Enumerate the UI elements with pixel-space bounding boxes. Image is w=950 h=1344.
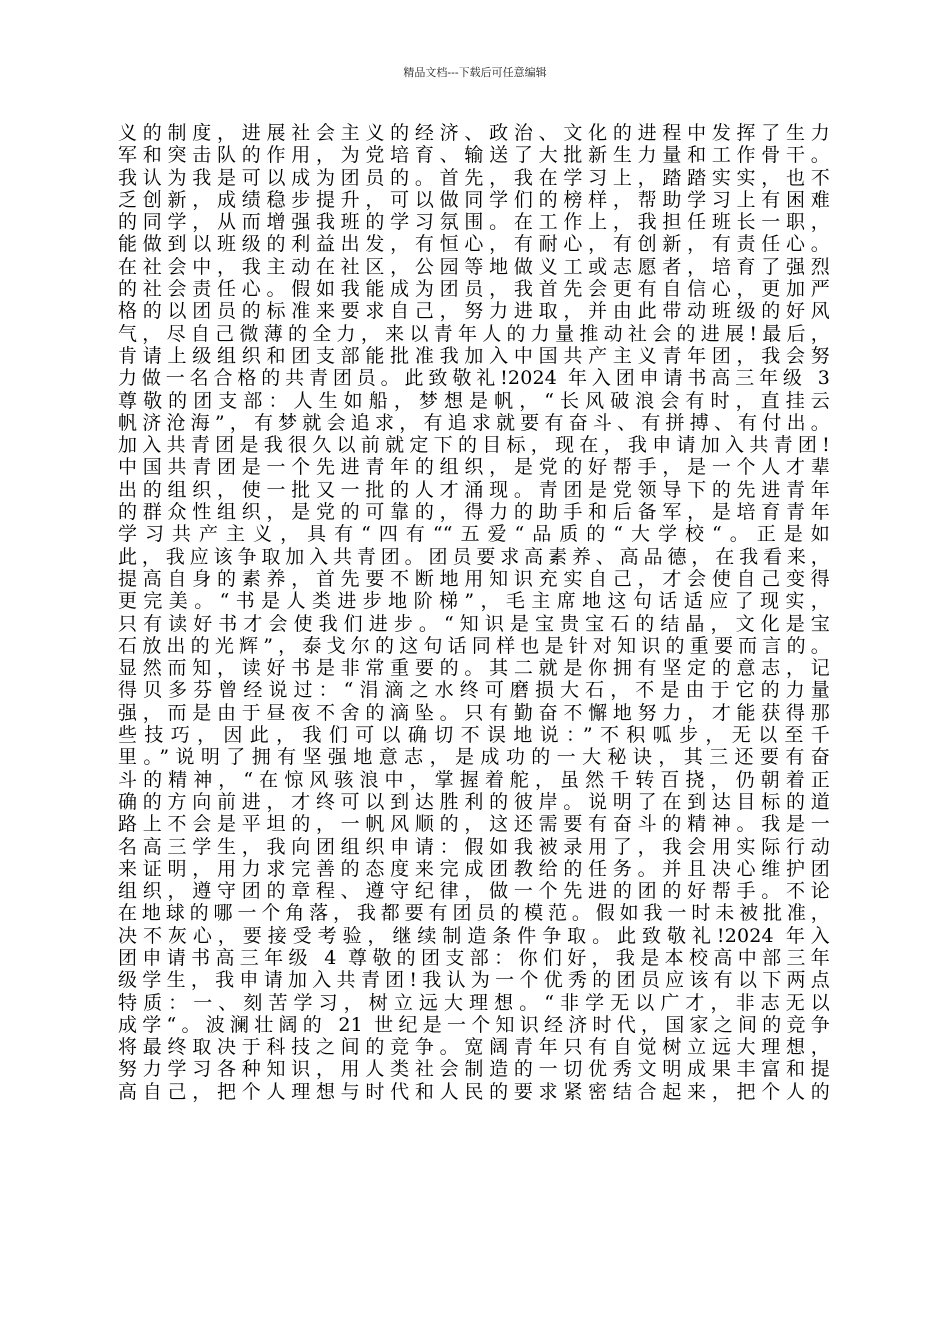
body-text-line: 名高三学生，我向团组织申请：假如我被录用了，我会用实际行动: [118, 835, 830, 858]
body-text-line: 来证明，用力求完善的态度来完成团教给的任务。并且决心维护团: [118, 857, 830, 880]
body-text-line: 只有读好书才会使我们进步。“知识是宝贵宝石的结晶，文化是宝: [118, 612, 830, 635]
body-text-line: 路上不会是平坦的，一帆风顺的，这还需要有奋斗的精神。我是一: [118, 813, 830, 836]
body-text-line: 强，而是由于昼夜不舍的滴坠。只有勤奋不懈地努力，才能获得那: [118, 701, 830, 724]
body-text-line: 肯请上级组织和团支部能批准我加入中国共产主义青年团，我会努: [118, 344, 830, 367]
body-text-line: 级学生，我申请加入共青团!我认为一个优秀的团员应该有以下两点: [118, 969, 830, 992]
body-text-line: 确的方向前进，才终可以到达胜利的彼岸。说明了在到达目标的道: [118, 790, 830, 813]
body-text-line: 学习共产主义，具有“四有““五爱“品质的“大学校“。正是如: [118, 523, 830, 546]
body-text-line: 显然而知，读好书是非常重要的。其二就是你拥有坚定的意志，记: [118, 657, 830, 680]
body-text-line: 中国共青团是一个先进青年的组织，是党的好帮手，是一个人才辈: [118, 456, 830, 479]
body-text-line: 尊敬的团支部：人生如船，梦想是帆，“长风破浪会有时，直挂云: [118, 389, 830, 412]
body-text-line: 将最终取决于科技之间的竞争。宽阔青年只有自觉树立远大理想，: [118, 1036, 830, 1059]
page-header: 精品文档---下载后可任意编辑: [403, 66, 547, 79]
body-text-line: 力做一名合格的共青团员。此致敬礼!2024 年入团申请书高三年级 3: [118, 367, 830, 390]
body-text-line: 斗的精神，“在惊风骇浪中，掌握着舵，虽然千转百挠，仍朝着正: [118, 768, 830, 791]
body-text-line: 特质：一、刻苦学习，树立远大理想。“非学无以广才，非志无以: [118, 991, 830, 1014]
body-text-line: 团申请书高三年级 4 尊敬的团支部：你们好，我是本校高中部三年: [118, 946, 830, 969]
body-text-line: 更完美。“书是人类进步地阶梯”，毛主席地这句话适应了现实，: [118, 590, 830, 613]
body-text-line: 的群众性组织，是党的可靠的，得力的助手和后备军，是培育青年: [118, 501, 830, 524]
body-text-line: 努力学习各种知识，用人类社会制造的一切优秀文明成果丰富和提: [118, 1058, 830, 1081]
body-text-line: 能做到以班级的利益出发，有恒心，有耐心，有创新，有责任心。: [118, 233, 830, 256]
document-body: [118, 122, 830, 1103]
body-text-line: 在社会中，我主动在社区，公园等地做义工或志愿者，培育了强烈: [118, 255, 830, 278]
body-text-line: 得贝多芬曾经说过：“涓滴之水终可磨损大石，不是由于它的力量: [118, 679, 830, 702]
body-text-line: 在地球的哪一个角落，我都要有团员的模范。假如我一时未被批准，: [118, 902, 830, 925]
body-text-line: 的社会责任心。假如我能成为团员，我首先会更有自信心，更加严: [118, 278, 830, 301]
body-text-line: 决不灰心，要接受考验，继续制造条件争取。此致敬礼!2024 年入: [118, 924, 830, 947]
body-text-line: 气，尽自己微薄的全力，来以青年人的力量推动社会的进展!最后，: [118, 322, 830, 345]
body-text-line: 石放出的光辉”，泰戈尔的这句话同样也是针对知识的重要而言的。: [118, 634, 830, 657]
body-text-line: 乏创新，成绩稳步提升，可以做同学们的榜样，帮助学习上有困难: [118, 188, 830, 211]
body-text-line: 些技巧，因此，我们可以确切不误地说：”不积呱步，无以至千: [118, 724, 830, 747]
body-text-line: 成学“。波澜壮阔的 21 世纪是一个知识经济时代，国家之间的竞争: [118, 1013, 830, 1036]
body-text-line: 提高自身的素养，首先要不断地用知识充实自己，才会使自己变得: [118, 567, 830, 590]
body-text-line: 的同学，从而增强我班的学习氛围。在工作上，我担任班长一职，: [118, 211, 830, 234]
body-text-line: 组织，遵守团的章程、遵守纪律，做一个先进的团的好帮手。不论: [118, 880, 830, 903]
body-text-line: 出的组织，使一批又一批的人才涌现。青团是党领导下的先进青年: [118, 478, 830, 501]
body-text-line: 义的制度，进展社会主义的经济、政治、文化的进程中发挥了生力: [118, 122, 830, 144]
body-text-line: 军和突击队的作用，为党培育、输送了大批新生力量和工作骨干。: [118, 144, 830, 167]
body-text-line: 加入共青团是我很久以前就定下的目标，现在，我申请加入共青团!: [118, 434, 830, 457]
body-text-line: 此，我应该争取加入共青团。团员要求高素养、高品德，在我看来，: [118, 545, 830, 568]
body-text-line: 里。”说明了拥有坚强地意志，是成功的一大秘诀，其三还要有奋: [118, 746, 830, 769]
body-text-line: 高自己，把个人理想与时代和人民的要求紧密结合起来，把个人的: [118, 1080, 830, 1103]
body-text-line: 帆济沧海”，有梦就会追求，有追求就要有奋斗、有拼搏、有付出。: [118, 411, 830, 434]
body-text-line: 格的以团员的标准来要求自己，努力进取，并由此带动班级的好风: [118, 300, 830, 323]
body-text-line: 我认为我是可以成为团员的。首先，我在学习上，踏踏实实，也不: [118, 166, 830, 189]
